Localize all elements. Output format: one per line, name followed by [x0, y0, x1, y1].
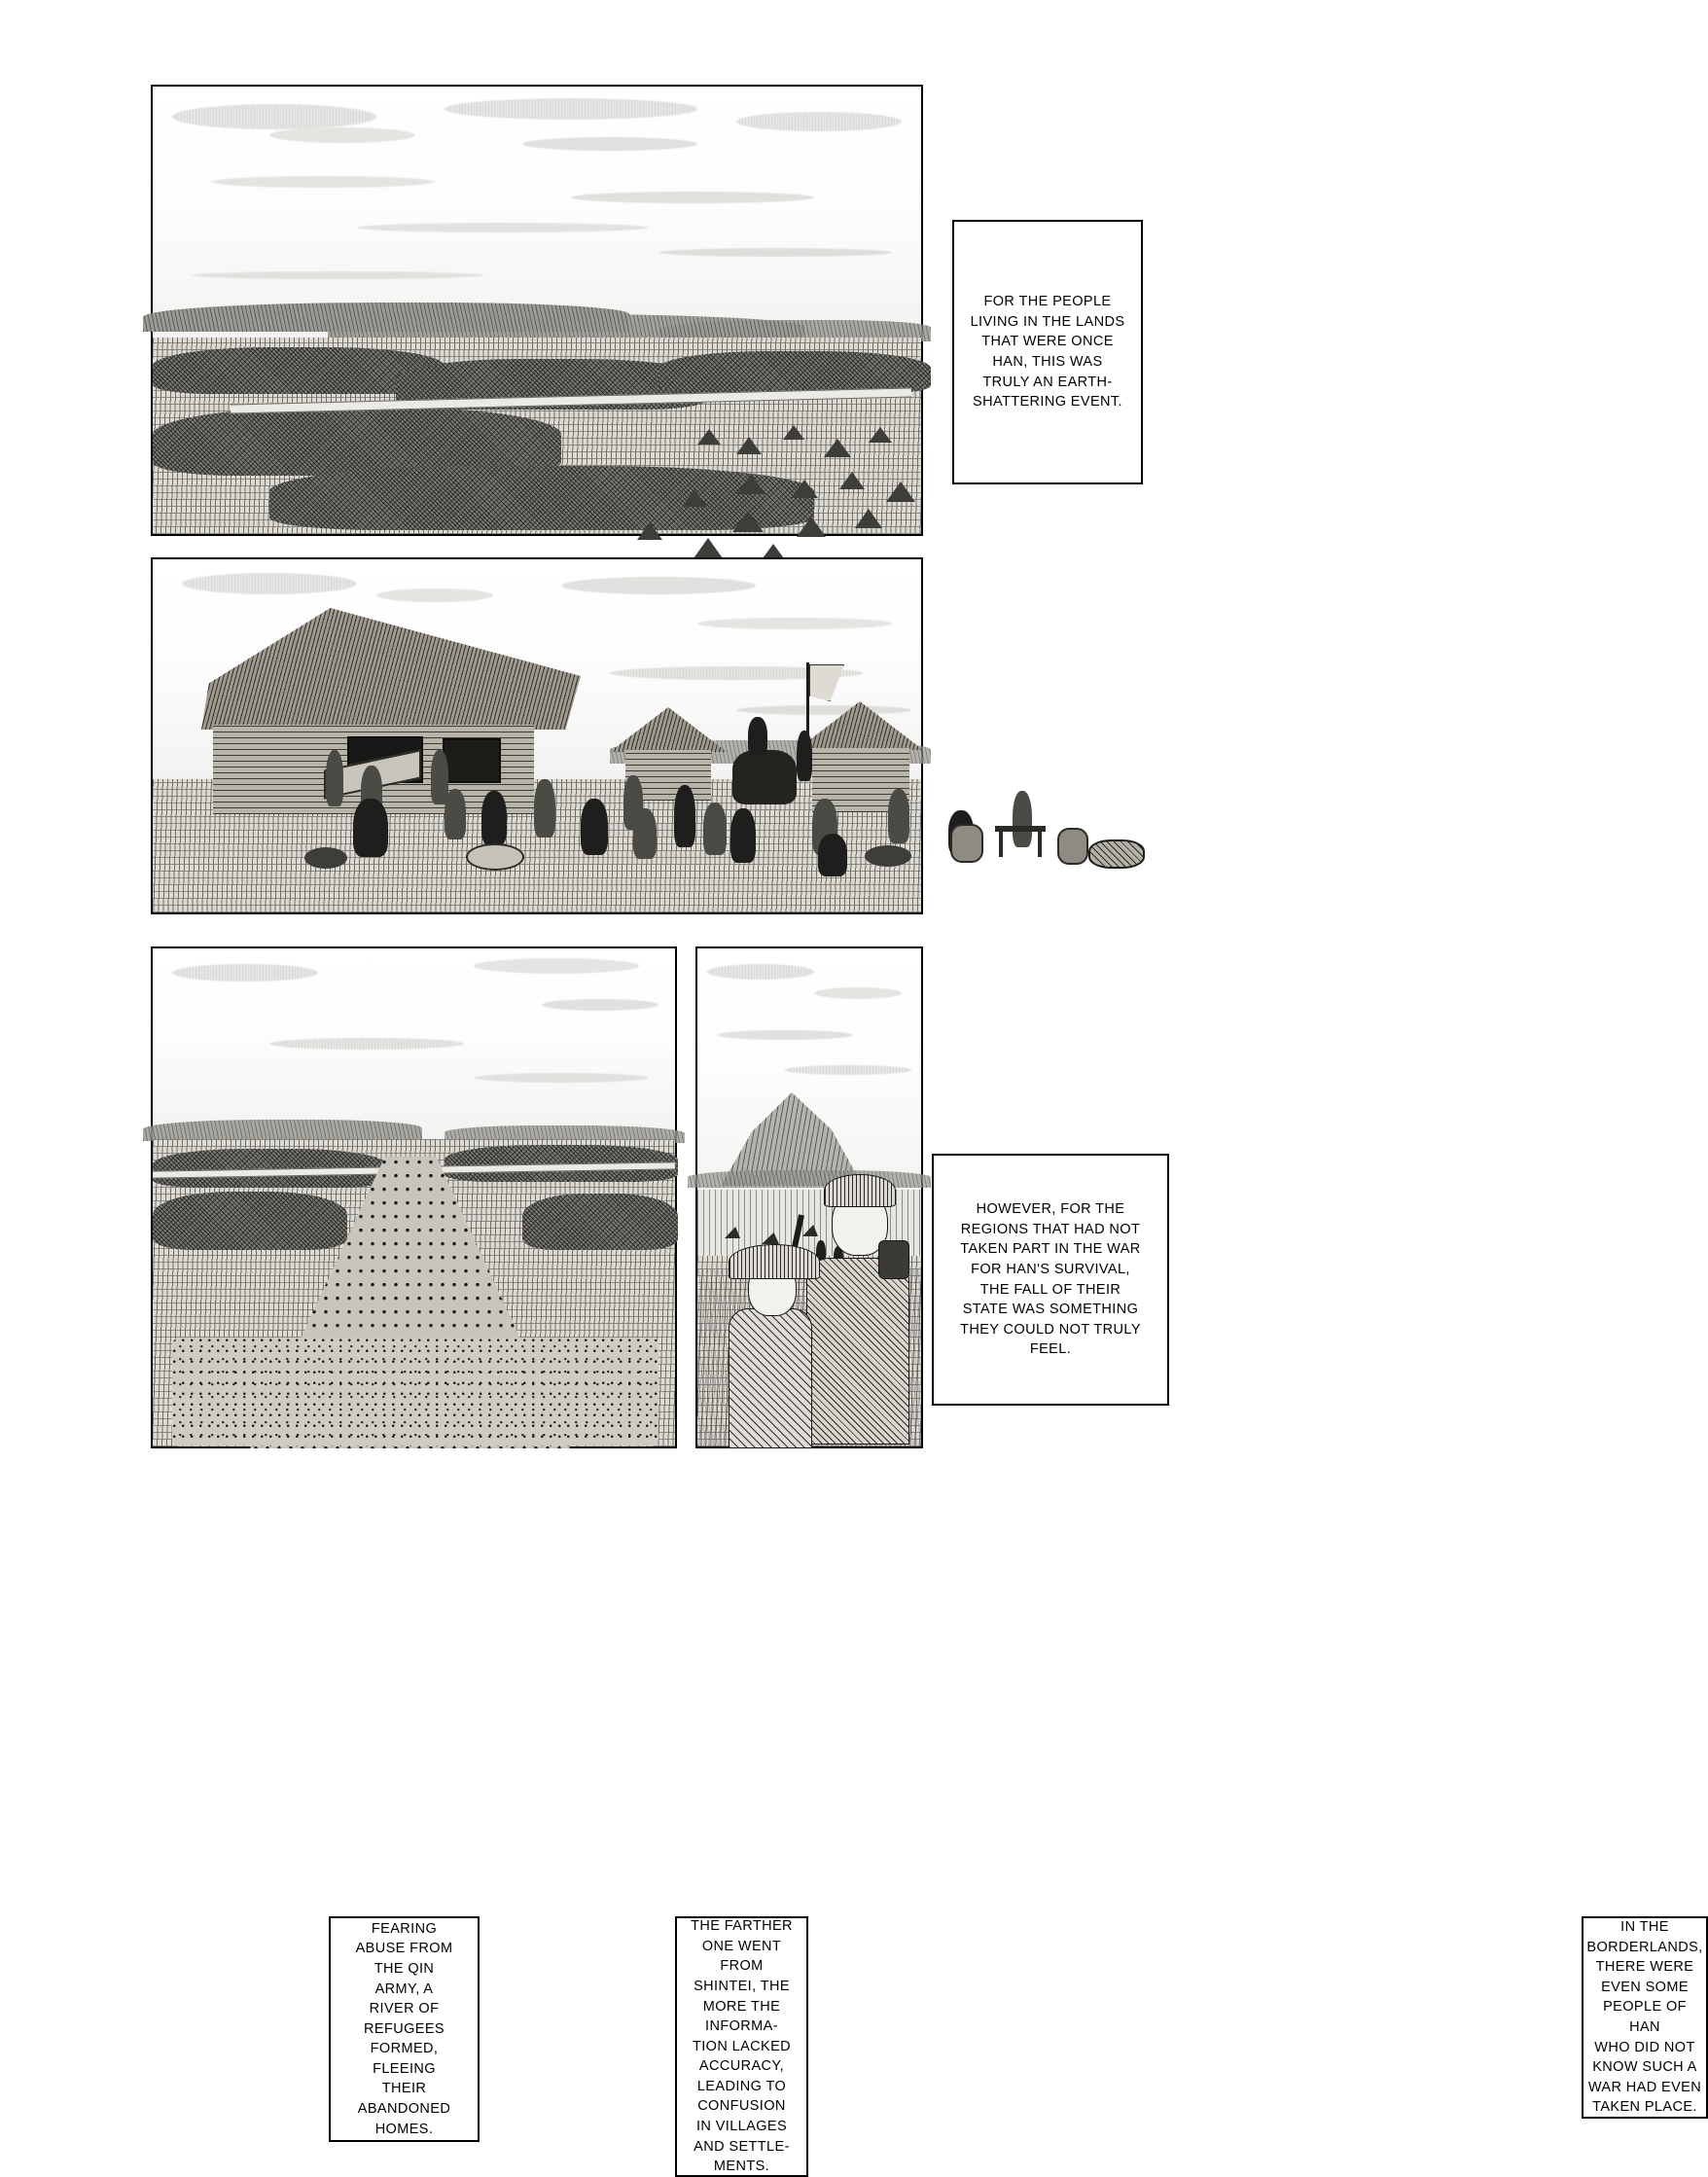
child-body — [729, 1308, 812, 1448]
caption-box-1 — [952, 220, 1143, 484]
mounted-rider — [748, 717, 767, 756]
cloud-shape — [474, 958, 639, 974]
cloud-shape — [717, 1030, 853, 1040]
table-leg — [999, 832, 1003, 857]
basket — [466, 843, 524, 871]
cloud-shape — [269, 1038, 464, 1050]
villager — [1013, 791, 1032, 847]
cloud-shape — [474, 1073, 649, 1083]
comic-panel-2 — [151, 557, 1141, 1358]
caption-box-5 — [1582, 1916, 1708, 2119]
house-window — [443, 738, 501, 783]
cloud-shape — [814, 987, 902, 999]
caption-text: FOR THE PEOPLE LIVING IN THE LANDS THAT WERE ONCE HAN, THIS WAS TRULY AN EARTH- SHATTERING EVENT. — [970, 294, 1125, 410]
villager — [730, 808, 756, 863]
villager — [581, 799, 608, 855]
cloud-shape — [785, 1065, 911, 1075]
border-soldier-body — [806, 1258, 909, 1445]
scrub-brush — [153, 1192, 347, 1250]
villager — [888, 789, 909, 843]
cloud-shape — [561, 577, 756, 594]
cloud-shape — [269, 127, 415, 143]
caption-text: FEARING ABUSE FROM THE QIN ARMY, A RIVER OF REFUGEES FORMED, FLEEING THEIR ABANDONED HOMES. — [355, 1920, 453, 2137]
soldier-helmet — [824, 1174, 896, 1207]
refugee-crowd — [172, 1338, 658, 1446]
jar — [950, 824, 983, 863]
caption-text: IN THE BORDERLANDS, THERE WERE EVEN SOME PEOPLE OF HAN WHO DID NOT KNOW SUCH A WAR HAD EVEN TAKEN PLACE. — [1586, 1919, 1703, 2116]
cloud-shape — [192, 271, 483, 279]
standing-attendant — [797, 731, 812, 781]
cloud-shape — [172, 104, 376, 129]
comic-panel-3 — [151, 946, 793, 2175]
cloud-shape — [182, 573, 357, 594]
caption-box-4 — [675, 1916, 808, 2177]
cloud-shape — [736, 705, 911, 715]
straw-hat — [729, 1244, 820, 1279]
villager — [703, 803, 727, 855]
cloud-shape — [707, 964, 814, 980]
villager — [481, 791, 507, 845]
cloud-shape — [571, 192, 814, 203]
cloud-shape — [542, 999, 658, 1011]
villager — [633, 808, 657, 859]
scrub-brush — [269, 466, 814, 530]
cloud-shape — [172, 964, 318, 981]
villager — [353, 799, 388, 857]
comic-panel-1 — [151, 85, 1125, 536]
caption-box-2 — [932, 1154, 1169, 1406]
cloud-shape — [357, 223, 649, 232]
village-hut — [694, 538, 723, 558]
basket — [304, 847, 347, 869]
villager — [818, 834, 847, 876]
cloud-shape — [211, 176, 435, 188]
basket — [865, 845, 911, 867]
villager — [326, 750, 343, 806]
basket — [1088, 839, 1145, 869]
villager — [534, 779, 555, 838]
cloud-shape — [376, 589, 493, 602]
scrub-brush — [522, 1194, 678, 1250]
cloud-shape — [445, 98, 697, 120]
cloud-shape — [522, 137, 697, 151]
villager — [445, 789, 466, 839]
distant-hills — [143, 1120, 422, 1141]
table-leg — [1038, 832, 1042, 857]
caption-text: HOWEVER, FOR THE REGIONS THAT HAD NOT TAKEN PART IN THE WAR FOR HAN'S SURVIVAL, THE FALL OF THEIR STATE WAS SOMETHING THEY COULD NOT TRULY FEEL. — [960, 1201, 1141, 1358]
cloud-shape — [736, 112, 902, 131]
jar — [1057, 828, 1088, 865]
horse — [732, 750, 797, 804]
caption-text: THE FARTHER ONE WENT FROM SHINTEI, THE MORE THE INFORMA- TION LACKED ACCURACY, LEADING TO CONFUSION IN VILLAGES AND SETTLE- MENTS. — [691, 1918, 793, 2175]
caption-box-3 — [329, 1916, 480, 2142]
cloud-shape — [697, 618, 892, 629]
cloud-shape — [658, 248, 892, 257]
villager — [674, 785, 695, 847]
backpack-lantern — [878, 1240, 909, 1279]
